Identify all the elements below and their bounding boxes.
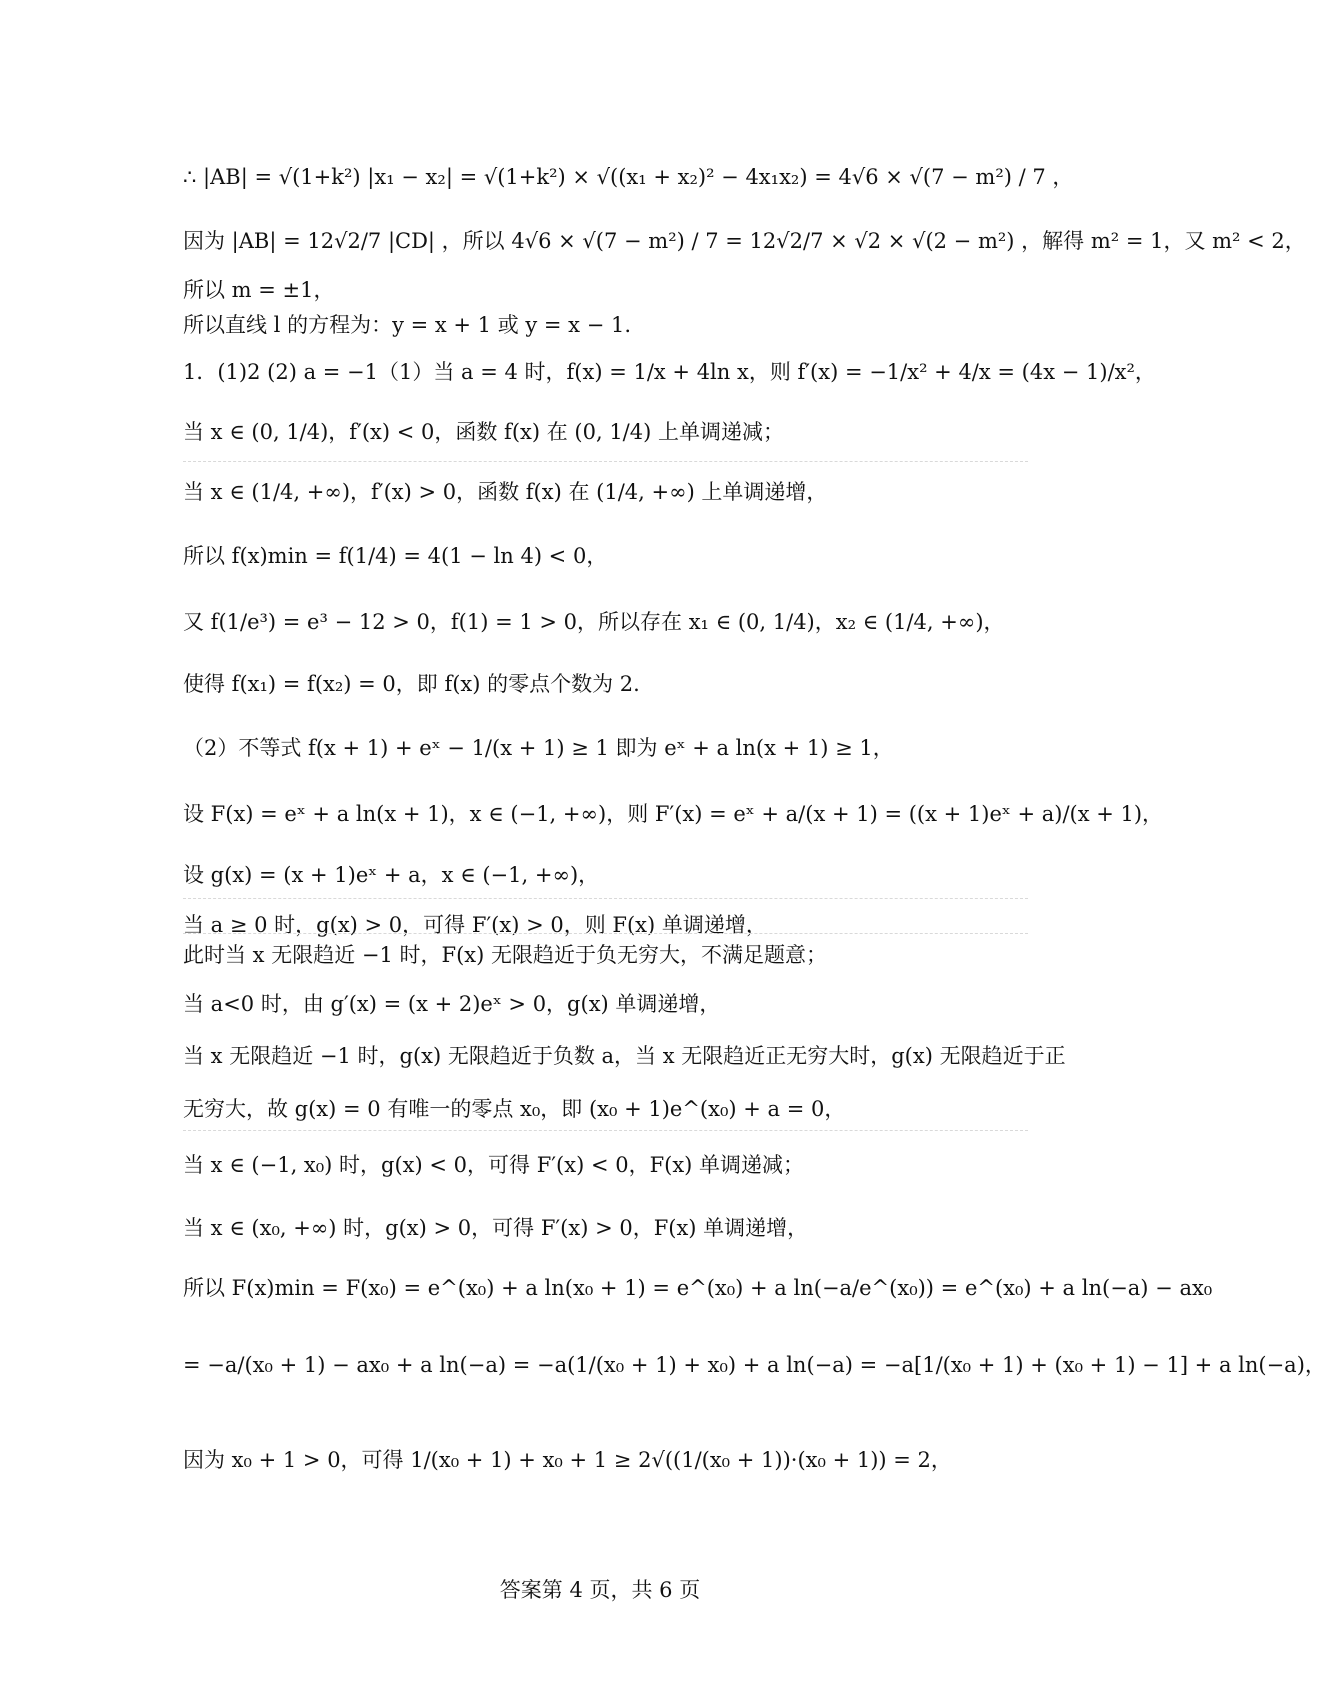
line-23: 因为 x₀ + 1 > 0，可得 1/(x₀ + 1) + x₀ + 1 ≥ 2√((1/(x₀ + 1))·(x₀ + 1)) = 2， [183, 1448, 952, 1472]
line-7: 当 x ∈ (1/4, +∞)，f′(x) > 0，函数 f(x) 在 (1/4, +∞) 上单调递增， [183, 480, 828, 504]
separator [183, 1130, 1028, 1131]
line-21: 所以 F(x)min = F(x₀) = e^(x₀) + a ln(x₀ + 1) = e^(x₀) + a ln(−a/e^(x₀)) = e^(x₀) + a ln(−a) − ax₀ [183, 1276, 1213, 1300]
line-15: 此时当 x 无限趋近 −1 时，F(x) 无限趋近于负无穷大，不满足题意； [183, 943, 827, 967]
line-8: 所以 f(x)min = f(1/4) = 4(1 − ln 4) < 0， [183, 544, 608, 568]
line-20: 当 x ∈ (x₀, +∞) 时，g(x) > 0，可得 F′(x) > 0，F(x) 单调递增， [183, 1216, 809, 1240]
line-18: 无穷大，故 g(x) = 0 有唯一的零点 x₀，即 (x₀ + 1)e^(x₀) + a = 0， [183, 1097, 846, 1121]
separator [183, 898, 1028, 899]
line-19: 当 x ∈ (−1, x₀) 时，g(x) < 0，可得 F′(x) < 0，F(x) 单调递减； [183, 1153, 805, 1177]
line-2: 因为 |AB| = 12√2/7 |CD| ，所以 4√6 × √(7 − m²) / 7 = 12√2/7 × √2 × √(2 − m²) ，解得 m² = 1，又 m² < 2， [183, 229, 1306, 253]
page-footer: 答案第 4 页，共 6 页 [499, 1578, 701, 1602]
separator [183, 933, 1028, 934]
separator [183, 461, 1028, 462]
line-10: 使得 f(x₁) = f(x₂) = 0，即 f(x) 的零点个数为 2. [183, 672, 640, 696]
line-4: 所以直线 l 的方程为：y = x + 1 或 y = x − 1. [183, 313, 632, 337]
line-5: 1．(1)2 (2) a = −1（1）当 a = 4 时，f(x) = 1/x + 4ln x，则 f′(x) = −1/x² + 4/x = (4x − 1)/x²， [183, 360, 1156, 384]
line-3: 所以 m = ±1， [183, 278, 335, 302]
line-1: ∴ |AB| = √(1+k²) |x₁ − x₂| = √(1+k²) × √((x₁ + x₂)² − 4x₁x₂) = 4√6 × √(7 − m²) / 7 ， [183, 165, 1074, 189]
line-9: 又 f(1/e³) = e³ − 12 > 0，f(1) = 1 > 0，所以存在 x₁ ∈ (0, 1/4)，x₂ ∈ (1/4, +∞)， [183, 610, 1005, 634]
line-13: 设 g(x) = (x + 1)eˣ + a，x ∈ (−1, +∞)， [183, 863, 600, 887]
line-22: = −a/(x₀ + 1) − ax₀ + a ln(−a) = −a(1/(x₀ + 1) + x₀) + a ln(−a) = −a[1/(x₀ + 1) + (x₀ + 1) − 1] + a ln(−a)， [183, 1353, 1326, 1377]
line-16: 当 a<0 时，由 g′(x) = (x + 2)eˣ > 0，g(x) 单调递增， [183, 992, 721, 1016]
line-17: 当 x 无限趋近 −1 时，g(x) 无限趋近于负数 a，当 x 无限趋近正无穷大时，g(x) 无限趋近于正 [183, 1044, 1066, 1068]
line-11: （2）不等式 f(x + 1) + eˣ − 1/(x + 1) ≥ 1 即为 eˣ + a ln(x + 1) ≥ 1， [183, 736, 894, 760]
line-12: 设 F(x) = eˣ + a ln(x + 1)，x ∈ (−1, +∞)，则 F′(x) = eˣ + a/(x + 1) = ((x + 1)eˣ + a)/(x + 1)， [183, 802, 1164, 826]
line-6: 当 x ∈ (0, 1/4)，f′(x) < 0，函数 f(x) 在 (0, 1/4) 上单调递减； [183, 420, 784, 444]
line-14: 当 a ≥ 0 时，g(x) > 0，可得 F′(x) > 0，则 F(x) 单调递增， [183, 913, 767, 937]
